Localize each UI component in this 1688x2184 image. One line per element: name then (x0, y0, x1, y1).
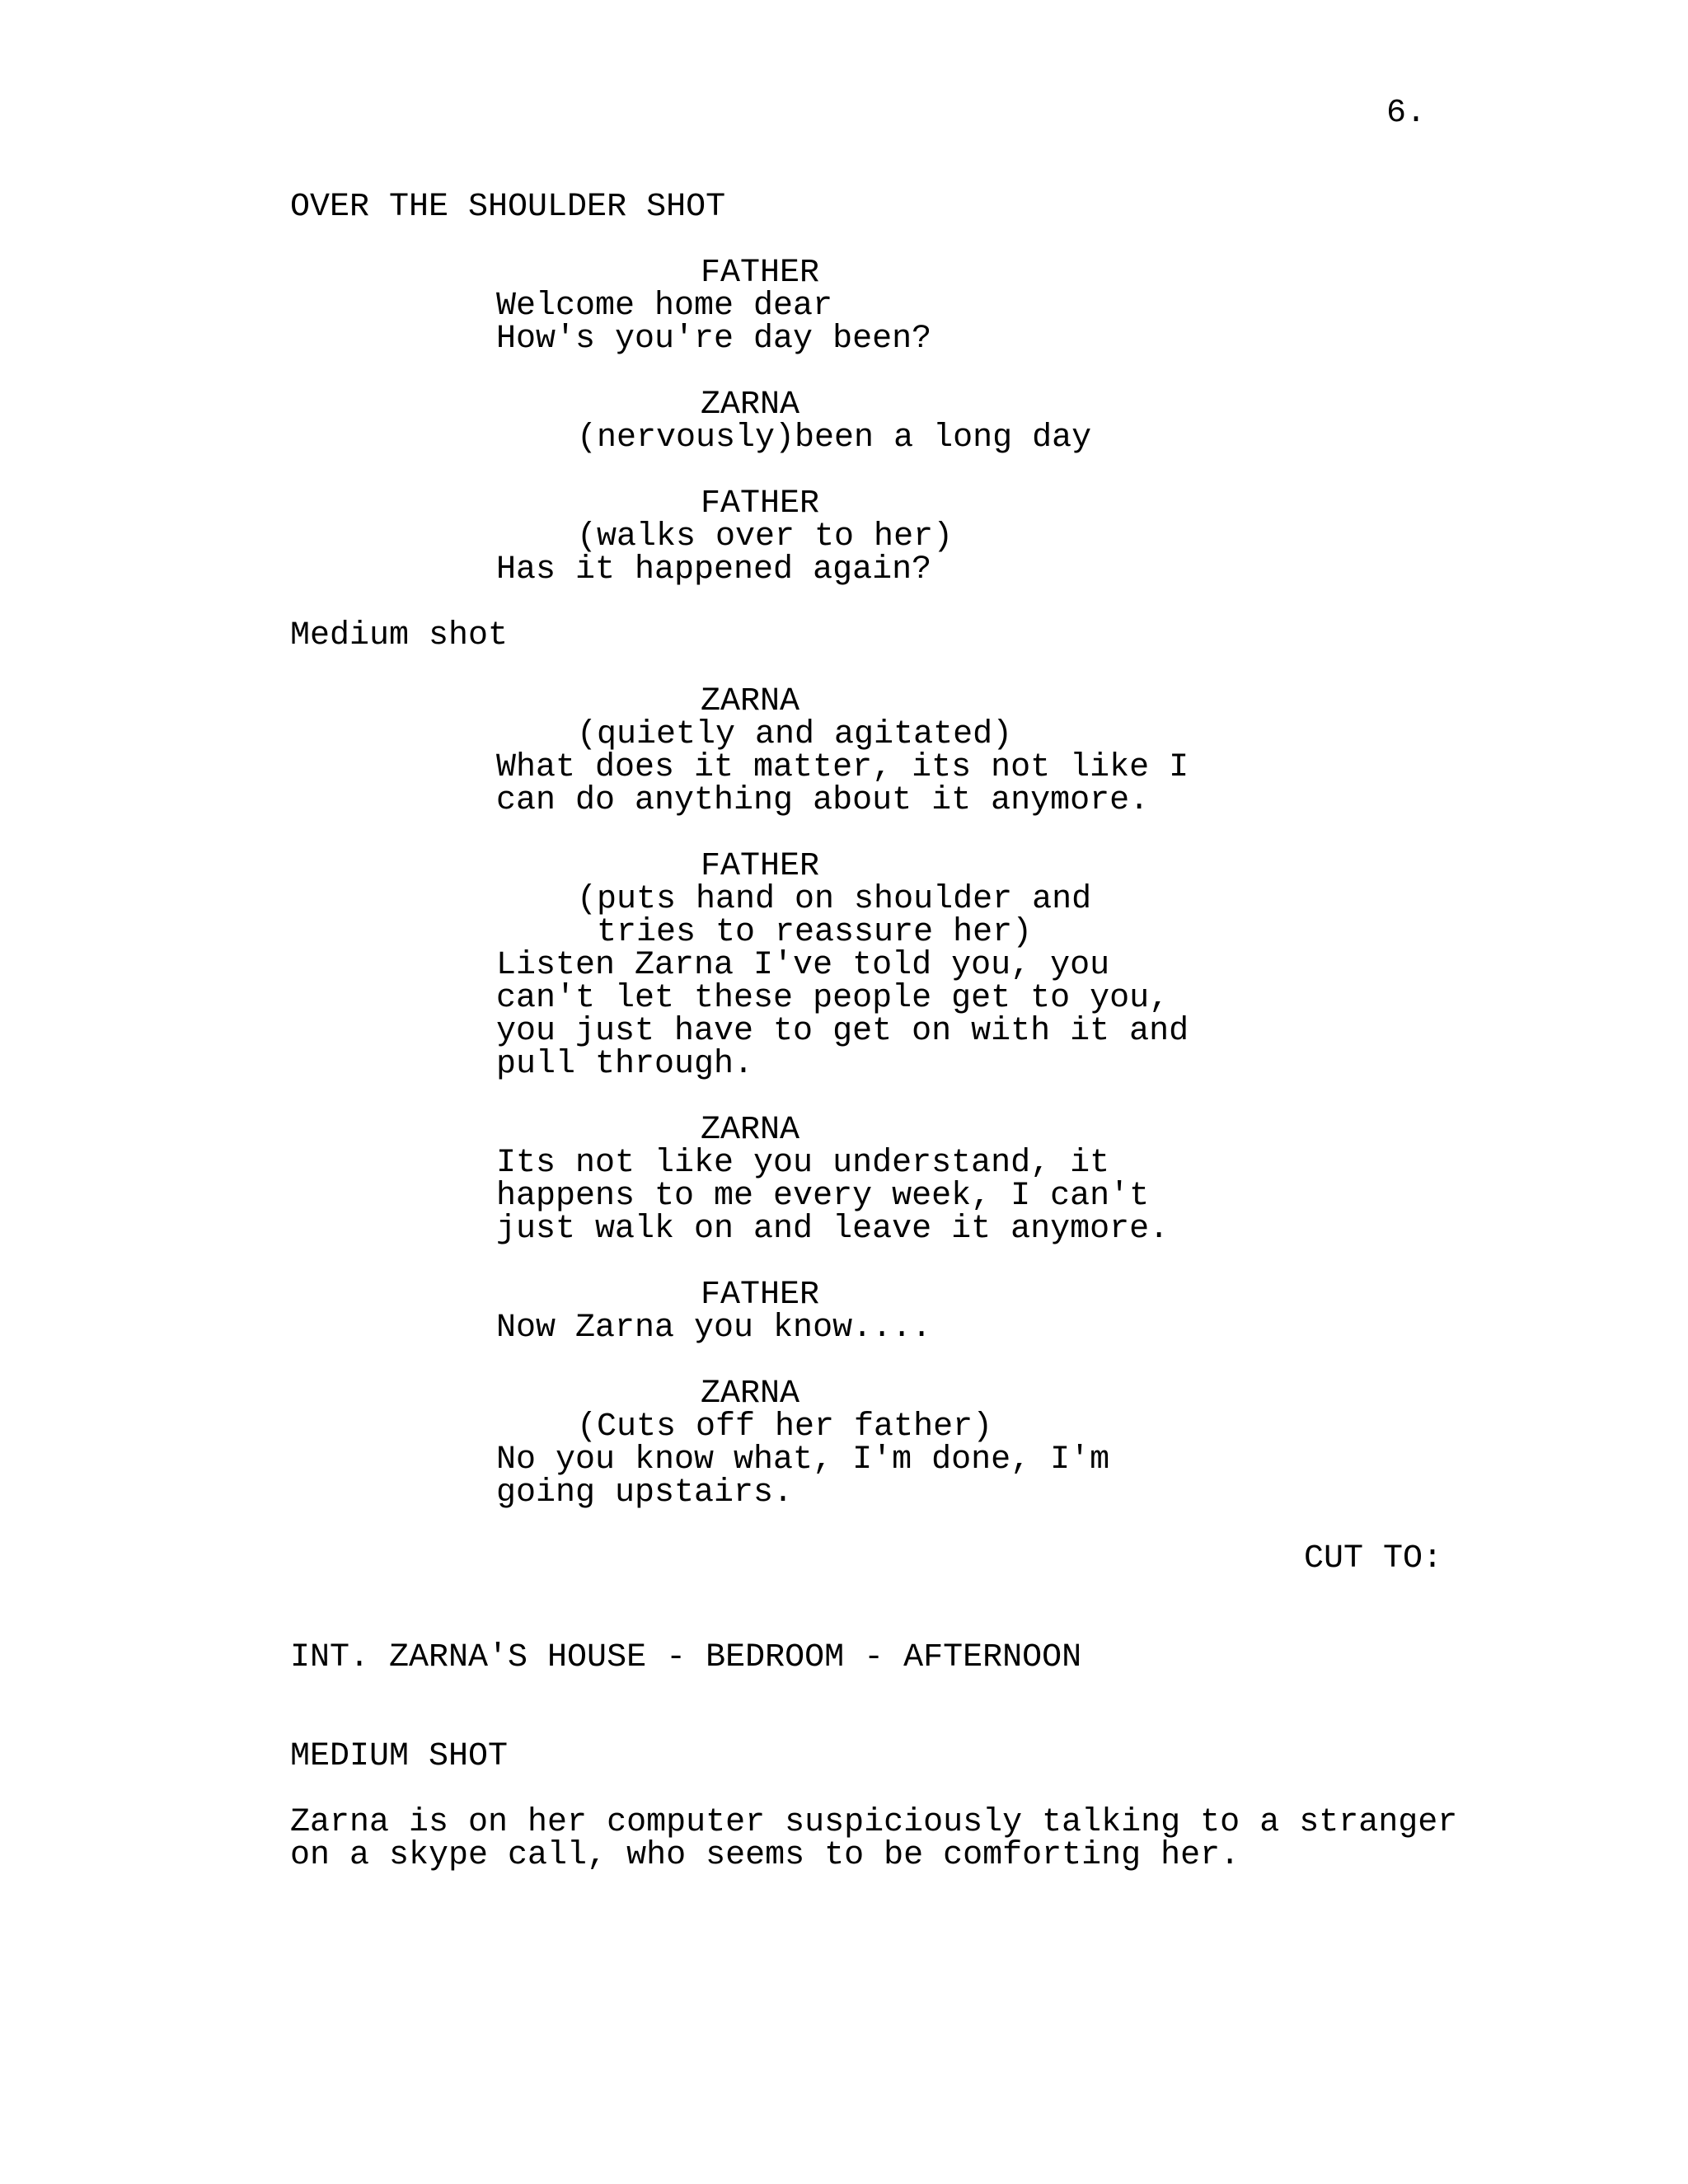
page-number: 6. (1386, 95, 1427, 132)
dialogue-line: Has it happened again? (496, 551, 932, 588)
parenthetical-line: (puts hand on shoulder and (577, 881, 1092, 918)
character-name: ZARNA (701, 1376, 800, 1413)
dialogue-line: pull through. (496, 1046, 754, 1083)
action-line: Zarna is on her computer suspiciously talking to a stranger (290, 1804, 1458, 1841)
dialogue-line: can do anything about it anymore. (496, 782, 1150, 819)
shot-heading: MEDIUM SHOT (290, 1738, 509, 1775)
character-name: FATHER (701, 848, 820, 885)
character-name: FATHER (701, 255, 820, 292)
dialogue-line: No you know what, I'm done, I'm (496, 1441, 1110, 1479)
shot-heading: OVER THE SHOULDER SHOT (290, 189, 726, 226)
parenthetical-line: tries to reassure her) (577, 914, 1033, 951)
character-name: ZARNA (701, 387, 800, 424)
character-name: FATHER (701, 1277, 820, 1314)
dialogue-line: How's you're day been? (496, 321, 932, 358)
parenthetical-line: (nervously)been a long day (577, 419, 1092, 457)
action-line: on a skype call, who seems to be comforting her. (290, 1837, 1240, 1874)
dialogue-line: just walk on and leave it anymore. (496, 1211, 1170, 1248)
scene-heading: INT. ZARNA'S HOUSE - BEDROOM - AFTERNOON (290, 1639, 1082, 1676)
dialogue-line: What does it matter, its not like I (496, 749, 1189, 786)
dialogue-line: Now Zarna you know.... (496, 1310, 932, 1347)
dialogue-line: happens to me every week, I can't (496, 1178, 1150, 1215)
dialogue-line: Welcome home dear (496, 288, 833, 325)
shot-heading: Medium shot (290, 617, 509, 654)
parenthetical-line: (Cuts off her father) (577, 1408, 993, 1446)
dialogue-line: Its not like you understand, it (496, 1145, 1110, 1182)
dialogue-line: can't let these people get to you, (496, 980, 1170, 1017)
transition: CUT TO: (1304, 1540, 1443, 1577)
dialogue-line: Listen Zarna I've told you, you (496, 947, 1110, 984)
dialogue-line: going upstairs. (496, 1474, 794, 1511)
character-name: ZARNA (701, 1112, 800, 1149)
parenthetical-line: (quietly and agitated) (577, 716, 1013, 753)
character-name: ZARNA (701, 683, 800, 720)
character-name: FATHER (701, 485, 820, 523)
parenthetical-line: (walks over to her) (577, 518, 954, 555)
dialogue-line: you just have to get on with it and (496, 1013, 1189, 1050)
